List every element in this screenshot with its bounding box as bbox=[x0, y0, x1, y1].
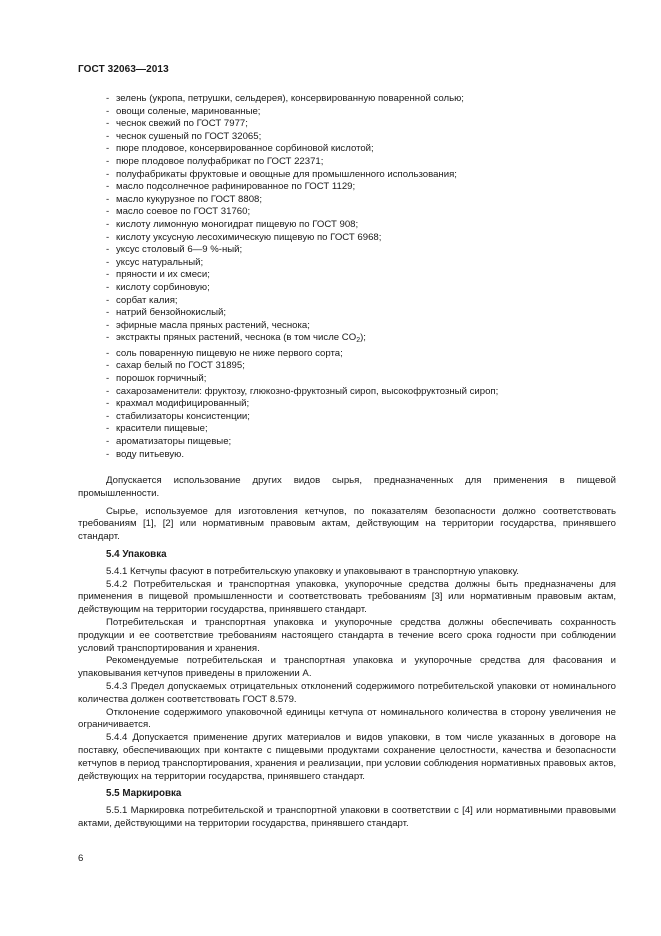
list-item bbox=[106, 360, 616, 373]
list-item bbox=[106, 106, 616, 119]
list-item-text: ароматизаторы пищевые; bbox=[116, 436, 232, 448]
list-item bbox=[106, 398, 616, 411]
document-header: ГОСТ 32063—2013 bbox=[78, 64, 169, 75]
list-item bbox=[106, 269, 616, 282]
paragraph: 5.4.3 Предел допускаемых отрицательных отклонений содержимого потребительской упаковки от номинального количества должен соответствовать ГОСТ 8.579. bbox=[78, 680, 616, 705]
list-dash: - bbox=[106, 319, 110, 331]
list-item-text: эфирные масла пряных растений, чеснока; bbox=[116, 319, 310, 331]
list-item-text: полуфабрикаты фруктовые и овощные для промышленного использования; bbox=[116, 168, 457, 180]
list-dash: - bbox=[106, 105, 110, 117]
list-dash: - bbox=[106, 373, 110, 385]
list-dash: - bbox=[106, 168, 110, 180]
list-dash: - bbox=[106, 231, 110, 243]
list-item bbox=[106, 93, 616, 106]
list-item-text: крахмал модифицированный; bbox=[116, 398, 250, 410]
list-item-text: масло подсолнечное рафинированное по ГОСТ 1129; bbox=[116, 181, 356, 193]
list-dash: - bbox=[106, 347, 110, 359]
paragraph: 5.4.1 Кетчупы фасуют в потребительскую упаковку и упаковывают в транспортную упаковку. bbox=[106, 565, 519, 577]
list-item bbox=[106, 118, 616, 131]
list-item-text: порошок горчичный; bbox=[116, 373, 207, 385]
list-item bbox=[106, 232, 616, 245]
paragraph: 5.5.1 Маркировка потребительской и транспортной упаковки в соответствии с [4] или нормативными правовыми актами, действующими на территории государства, принявшего стандарт. bbox=[78, 805, 616, 829]
list-item-text: масло кукурузное по ГОСТ 8808; bbox=[116, 193, 263, 205]
section-heading-5-4: 5.4 Упаковка bbox=[106, 548, 167, 560]
paragraph: Рекомендуемые потребительская и транспортная упаковка и укупорочные средства для фасования и упаковывания кетчупов приведены в приложении А. bbox=[78, 655, 616, 680]
list-item-text: красители пищевые; bbox=[116, 423, 208, 435]
list-item bbox=[106, 143, 616, 156]
list-item bbox=[106, 348, 616, 361]
list-item bbox=[106, 206, 616, 219]
list-item bbox=[106, 332, 616, 348]
list-dash: - bbox=[106, 294, 110, 306]
list-item bbox=[106, 181, 616, 194]
list-dash: - bbox=[106, 155, 110, 167]
list-item bbox=[106, 257, 616, 270]
list-item-text: сахар белый по ГОСТ 31895; bbox=[116, 360, 245, 372]
list-dash: - bbox=[106, 332, 110, 344]
list-item-text: пряности и их смеси; bbox=[116, 269, 210, 281]
list-item-tail: ); bbox=[360, 332, 366, 344]
paragraph: Допускается использование других видов сырья, предназначенных для применения в пищевой промышленности. bbox=[78, 475, 616, 499]
list-item bbox=[106, 219, 616, 232]
list-dash: - bbox=[106, 398, 110, 410]
list-dash: - bbox=[106, 448, 110, 460]
list-dash: - bbox=[106, 410, 110, 422]
list-dash: - bbox=[106, 281, 110, 293]
list-item-text: уксус столовый 6—9 %-ный; bbox=[116, 244, 243, 256]
paragraph: Отклонение содержимого упаковочной единицы кетчупа от номинального количества в сторону увеличения не ограничивается. bbox=[78, 706, 616, 731]
list-item-text: сахарозаменители: фруктозу, глюкозно-фруктозный сироп, высокофруктозный сироп; bbox=[116, 385, 499, 397]
list-item-text: натрий бензойнокислый; bbox=[116, 307, 227, 319]
list-item bbox=[106, 131, 616, 144]
paragraph: 5.4.4 Допускается применение других материалов и видов упаковки, в том числе указанных в договоре на поставку, обеспечивающих при контакте с пищевыми продуктами сохранение целостности, качества и безопасности кетчупов в период транспортирования, хранения и реализации, при условии соблюдения нормативных правовых актов, действующих на территории государства, принявшего стандарт. bbox=[78, 732, 616, 782]
list-item-text: стабилизаторы консистенции; bbox=[116, 410, 250, 422]
list-item bbox=[106, 282, 616, 295]
list-dash: - bbox=[106, 93, 110, 104]
list-dash: - bbox=[106, 436, 110, 448]
section-heading-5-5: 5.5 Маркировка bbox=[106, 788, 182, 800]
co2-subscript: 2 bbox=[356, 337, 361, 345]
list-item-text: кислоту лимонную моногидрат пищевую по ГОСТ 908; bbox=[116, 218, 359, 230]
list-dash: - bbox=[106, 244, 110, 256]
list-item-text: пюре плодовое, консервированное сорбиновой кислотой; bbox=[116, 143, 374, 155]
list-dash: - bbox=[106, 181, 110, 193]
list-item bbox=[106, 320, 616, 333]
page-number: 6 bbox=[78, 853, 84, 864]
list-dash: - bbox=[106, 206, 110, 218]
list-dash: - bbox=[106, 269, 110, 281]
paragraph: Сырье, используемое для изготовления кетчупов, по показателям безопасности должно соответствовать требованиям [1], [2] или нормативным правовым актам, действующим на территории государства, принявшего стандарт. bbox=[78, 505, 616, 543]
list-item-text: пюре плодовое полуфабрикат по ГОСТ 22371; bbox=[116, 155, 324, 167]
list-dash: - bbox=[106, 423, 110, 435]
list-dash: - bbox=[106, 256, 110, 268]
list-dash: - bbox=[106, 118, 110, 130]
list-item-text: уксус натуральный; bbox=[116, 256, 204, 268]
list-item-text: воду питьевую. bbox=[116, 448, 184, 460]
list-dash: - bbox=[106, 385, 110, 397]
list-item bbox=[106, 307, 616, 320]
list-item-text: овощи соленые, маринованные; bbox=[116, 105, 261, 117]
list-item-text: чеснок свежий по ГОСТ 7977; bbox=[116, 118, 248, 130]
list-item bbox=[106, 449, 616, 462]
list-dash: - bbox=[106, 307, 110, 319]
ingredient-list bbox=[106, 93, 616, 461]
paragraph: 5.4.2 Потребительская и транспортная упаковка, укупорочные средства должны быть предназначены для применения в пищевой промышленности и соответствовать требованиям [3] или нормативным правовым актам, действующим на территории государства, принявшего стандарт. bbox=[78, 578, 616, 616]
list-item-text: сорбат калия; bbox=[116, 294, 178, 306]
list-item bbox=[106, 194, 616, 207]
list-item bbox=[106, 411, 616, 424]
list-item-text: чеснок сушеный по ГОСТ 32065; bbox=[116, 130, 262, 142]
list-item-text: соль поваренную пищевую не ниже первого сорта; bbox=[116, 347, 343, 359]
list-dash: - bbox=[106, 218, 110, 230]
list-dash: - bbox=[106, 193, 110, 205]
paragraph: Потребительская и транспортная упаковка и укупорочные средства должны обеспечивать сохранность продукции и ее соответствие требованиям настоящего стандарта в течение всего срока годности при соблюдении условий транспортирования и хранения. bbox=[78, 616, 616, 654]
list-item bbox=[106, 373, 616, 386]
list-item-text: масло соевое по ГОСТ 31760; bbox=[116, 206, 251, 218]
list-dash: - bbox=[106, 143, 110, 155]
list-item-text: кислоту сорбиновую; bbox=[116, 281, 210, 293]
list-dash: - bbox=[106, 360, 110, 372]
list-item-text: зелень (укропа, петрушки, сельдерея), консервированную поваренной солью; bbox=[116, 93, 464, 104]
list-item bbox=[106, 244, 616, 257]
list-item bbox=[106, 169, 616, 182]
list-dash: - bbox=[106, 130, 110, 142]
list-item bbox=[106, 156, 616, 169]
list-item bbox=[106, 423, 616, 436]
list-item-text: экстракты пряных растений, чеснока (в том числе CO bbox=[116, 332, 357, 344]
list-item bbox=[106, 436, 616, 449]
list-item bbox=[106, 295, 616, 308]
list-item bbox=[106, 386, 616, 399]
list-item-text: кислоту уксусную лесохимическую пищевую по ГОСТ 6968; bbox=[116, 231, 382, 243]
document-body bbox=[78, 475, 616, 831]
